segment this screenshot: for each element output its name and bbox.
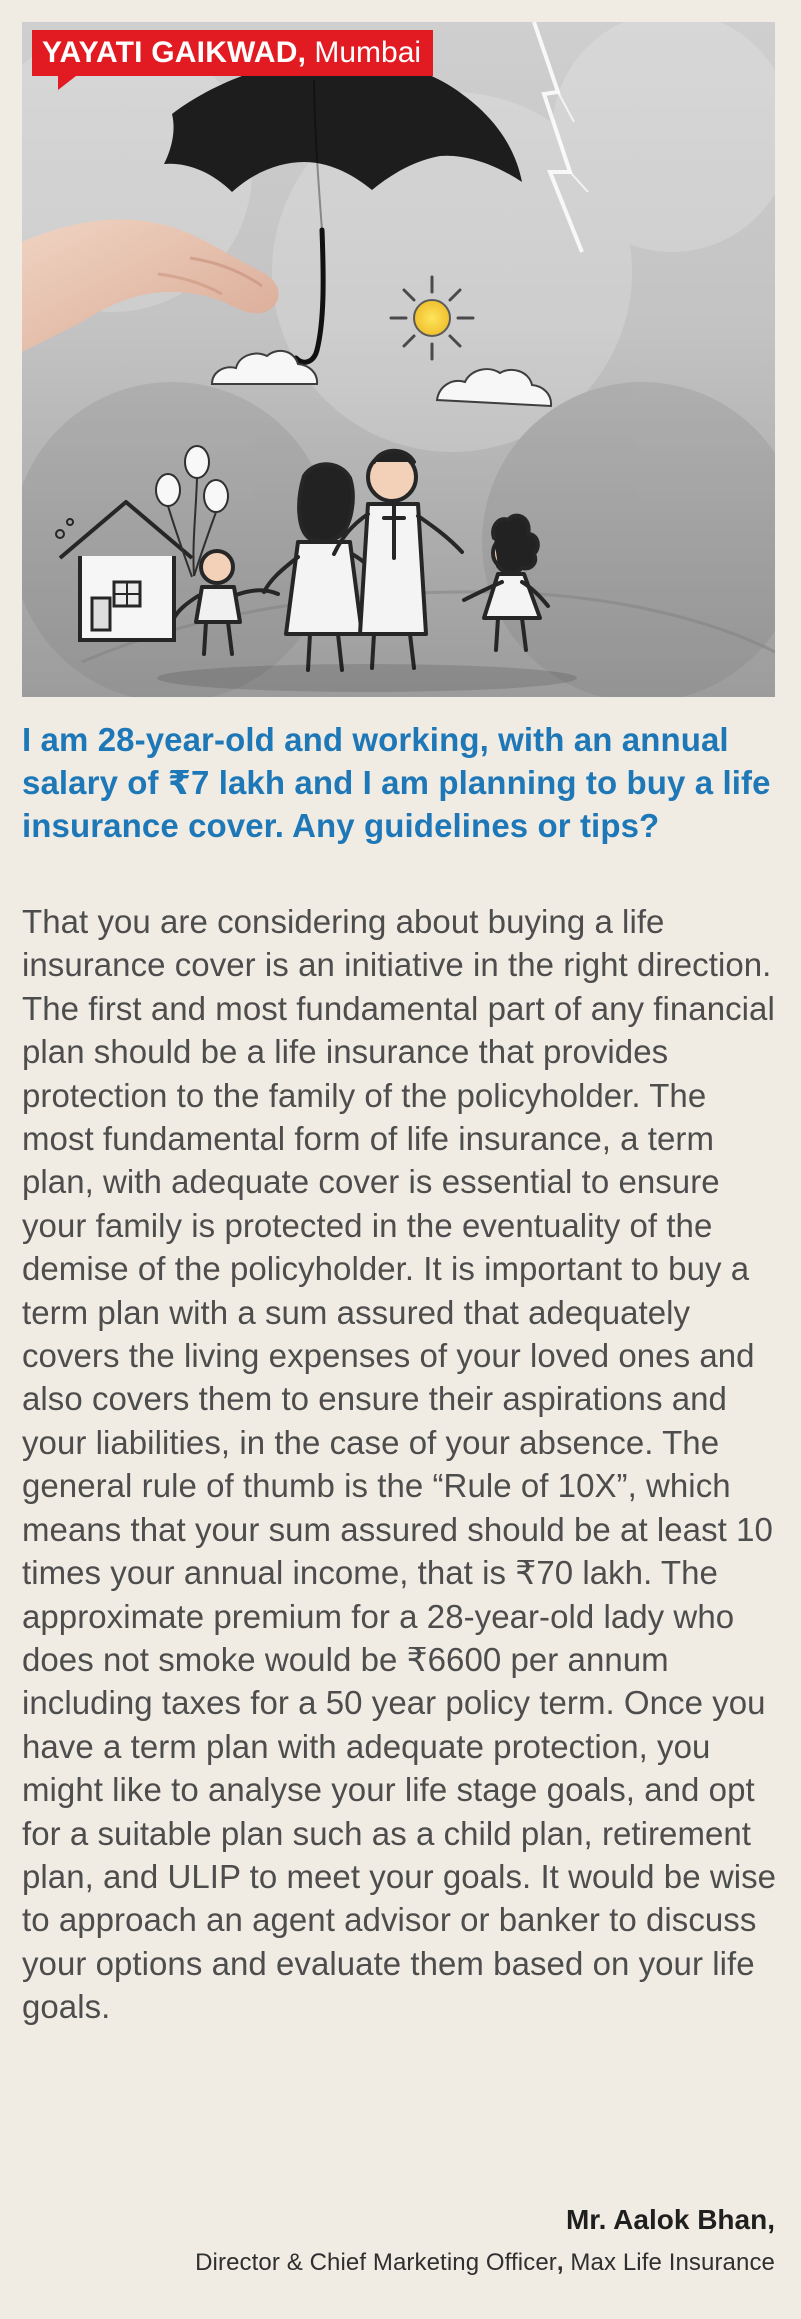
signature-title-separator: , [556,2249,564,2276]
hero-image [22,22,775,697]
signature-title [15,2247,775,2279]
answer-body: That you are considering about buying a life insurance cover is an initiative in the right direction. The first and most fundamental part of any financial plan should be a life insurance that provides protection to the family of the policyholder. The most fundamental form of life insurance, a term plan, with adequate cover is essential to ensure your family is protected in the eventuality of the demise of the policyholder. It is important to buy a term plan with a sum assured that adequately covers the living expenses of your loved ones and also covers them to ensure their aspirations and your liabilities, in the case of your absence. The general rule of thumb is the “Rule of 10X”, which means that your sum assured should be at least 10 times your annual income, that is ₹70 lakh. The approximate premium for a 28-year-old lady who does not smoke would be ₹6600 per annum including taxes for a 50 year policy term. Once you have a term plan with adequate protection, you might like to analyse your life stage goals, and opt for a suitable plan such as a child plan, retirement plan, and ULIP to meet your goals. It would be wise to approach an agent advisor or banker to discuss your options and evaluate them based on your life goals. [22,903,777,2026]
sun-icon [391,277,473,359]
question-heading: I am 28-year-old and working, with an annual salary of ₹7 lakh and I am planning to buy a life insurance cover. Any guidelines or tips? [22,721,771,844]
byline-city: Mumbai [314,36,422,69]
byline-separator: , [297,36,306,69]
signature-title-left: Director & Chief Marketing Officer [195,2249,557,2276]
signature-name: Mr. Aalok Bhan, [565,2204,775,2235]
signature-block [15,2201,775,2279]
byline-name: YAYATI GAIKWAD [42,36,298,69]
illustration-umbrella-family-icon [22,22,775,697]
signature-title-right: Max Life Insurance [563,2249,775,2276]
byline-tag [32,30,433,76]
